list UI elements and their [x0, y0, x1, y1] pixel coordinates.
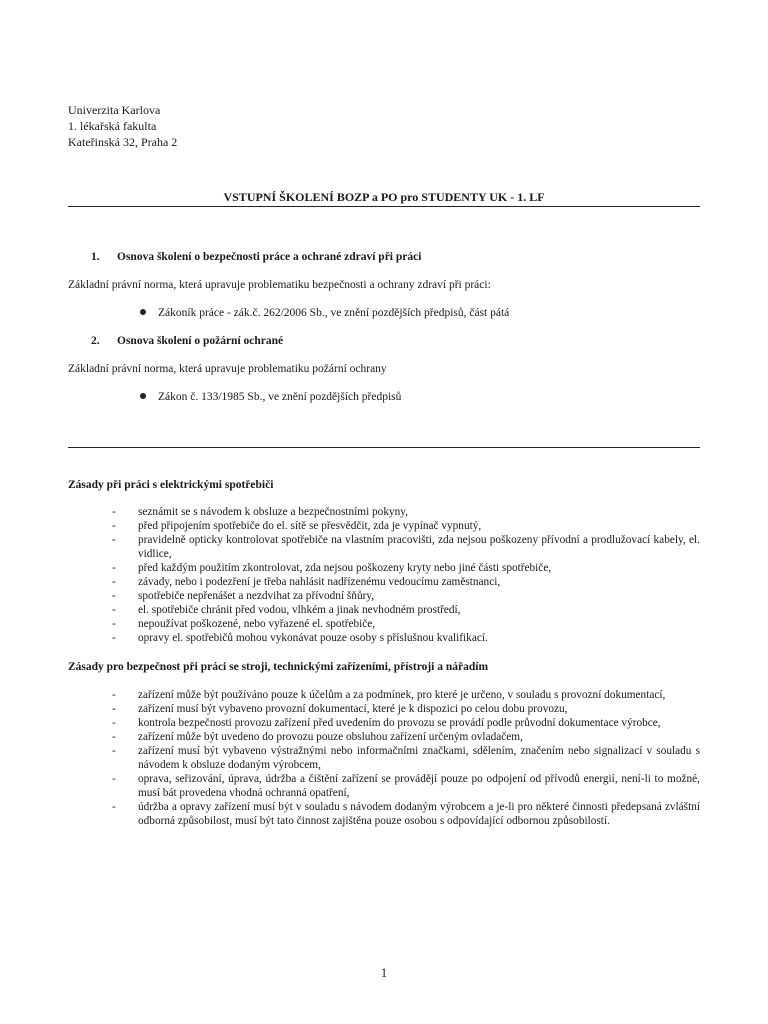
- address-block: [68, 102, 177, 150]
- list-item-text: údržba a opravy zařízení musí být v souladu s návodem dodaným výrobcem a je-li pro některé činnosti předepsaná zvláštní odborná způsobilost, musí být tato činnost zajištěna pouze osobou s odpovídající odbornou způsobilostí.: [138, 801, 700, 827]
- bullet-dot-icon: [140, 309, 146, 315]
- list-item-text: kontrola bezpečnosti provozu zařízení před uvedením do provozu se provádí podle průvodní dokumentace výrobce,: [138, 717, 661, 729]
- list-item-text: závady, nebo i podezření je třeba nahlásit nadřízenému vedoucímu zaměstnanci,: [138, 576, 501, 588]
- list-item-text: před každým použitím zkontrolovat, zda nejsou poškozeny kryty nebo jiné části spotřebiče,: [138, 562, 552, 574]
- section-1-paragraph: Základní právní norma, která upravuje problematiku bezpečnosti a ochrany zdraví při práci:: [68, 279, 491, 291]
- dash-marker: -: [112, 506, 116, 518]
- electrical-rules-list: [112, 505, 700, 645]
- list-item: [112, 575, 700, 589]
- dash-marker: -: [112, 520, 116, 532]
- dash-marker: -: [112, 801, 116, 813]
- list-item-text: oprava, seřizování, úprava, údržba a čištění zařízení se provádějí pouze po odpojení od přívodů energií, není-li to možné, musí bát provedena vhodná ochranná opatření,: [138, 773, 700, 799]
- section-2-title: Osnova školení o požární ochrané: [117, 335, 284, 347]
- dash-marker: -: [112, 590, 116, 602]
- dash-marker: -: [112, 745, 116, 757]
- list-item: [112, 744, 700, 772]
- list-item: [112, 617, 700, 631]
- section-1-title: Osnova školení o bezpečnosti práce a ochrané zdraví při práci: [117, 251, 422, 263]
- list-item-text: el. spotřebiče chránit před vodou, vlhkém a jinak nevhodném prostředí,: [138, 604, 461, 616]
- page-number: 1: [380, 965, 388, 980]
- dash-marker: -: [112, 689, 116, 701]
- list-item: [112, 519, 700, 533]
- dash-marker: -: [112, 562, 116, 574]
- list-item-text: spotřebiče nepřenášet a nezdvihat za přívodní šňůry,: [138, 590, 375, 602]
- machinery-rules-heading: Zásady pro bezpečnost při práci se stroji, technickými zařízeními, přístroji a nářadím: [68, 661, 489, 673]
- section-2-number: 2.: [91, 335, 100, 347]
- dash-marker: -: [112, 534, 116, 546]
- list-item-text: nepoužívat poškozené, nebo vyřazené el. spotřebiče,: [138, 618, 376, 630]
- bullet-dot-icon: [140, 393, 146, 399]
- section-divider: [68, 447, 700, 448]
- dash-marker: -: [112, 717, 116, 729]
- section-2-bullet-text: Zákon č. 133/1985 Sb., ve znění pozdějších předpisů: [158, 391, 402, 403]
- document-title: VSTUPNÍ ŠKOLENÍ BOZP a PO pro STUDENTY UK - 1. LF: [223, 190, 545, 204]
- list-item-text: opravy el. spotřebičů mohou vykonávat pouze osoby s příslušnou kvalifikací.: [138, 632, 488, 644]
- list-item: [112, 772, 700, 800]
- faculty-name: 1. lékařská fakulta: [68, 119, 157, 133]
- list-item-text: seznámit se s návodem k obsluze a bezpečnostními pokyny,: [138, 506, 409, 518]
- section-1-heading: [91, 250, 421, 264]
- dash-marker: -: [112, 773, 116, 785]
- list-item: [112, 505, 700, 519]
- electrical-rules-heading: Zásady při práci s elektrickými spotřebiči: [68, 479, 274, 491]
- dash-marker: -: [112, 703, 116, 715]
- list-item: [112, 533, 700, 561]
- dash-marker: -: [112, 632, 116, 644]
- list-item: [112, 561, 700, 575]
- list-item-text: zařízení musí být vybaveno provozní dokumentací, které je k dispozici po celou dobu provozu,: [138, 703, 568, 715]
- section-1-number: 1.: [91, 251, 100, 263]
- dash-marker: -: [112, 731, 116, 743]
- list-item-text: zařízení může být uvedeno do provozu pouze obsluhou zařízení určeným ovladačem,: [138, 731, 523, 743]
- list-item-text: před připojením spotřebiče do el. sítě se přesvědčit, zda je vypínač vypnutý,: [138, 520, 482, 532]
- list-item-text: zařízení musí být vybaveno výstražnými nebo informačními značkami, sdělením, značením nebo signalizací v souladu s návodem k obsluze dodaným výrobcem,: [138, 745, 700, 771]
- dash-marker: -: [112, 576, 116, 588]
- list-item: [112, 702, 700, 716]
- list-item-text: pravidelně opticky kontrolovat spotřebiče na vlastním pracovišti, zda nejsou poškozeny přívodní a prodlužovací kabely, el. vidlice,: [138, 534, 700, 560]
- section-2-paragraph: Základní právní norma, která upravuje problematiku požární ochrany: [68, 363, 387, 375]
- list-item: [112, 589, 700, 603]
- section-1-bullet: [140, 306, 509, 320]
- street-address: Kateřinská 32, Praha 2: [68, 135, 178, 149]
- dash-marker: -: [112, 604, 116, 616]
- section-1-bullet-text: Zákoník práce - zák.č. 262/2006 Sb., ve znění pozdějších předpisů, část pátá: [158, 307, 510, 319]
- section-2-heading: [91, 334, 283, 348]
- title-divider: [68, 206, 700, 207]
- list-item: [112, 631, 700, 645]
- dash-marker: -: [112, 618, 116, 630]
- list-item: [112, 730, 700, 744]
- list-item: [112, 603, 700, 617]
- list-item: [112, 688, 700, 702]
- list-item: [112, 716, 700, 730]
- list-item: [112, 800, 700, 828]
- university-name: Univerzita Karlova: [68, 103, 161, 117]
- machinery-rules-list: [112, 688, 700, 828]
- section-2-bullet: [140, 390, 401, 404]
- list-item-text: zařízení může být používáno pouze k účelům a za podmínek, pro které je určeno, v souladu s provozní dokumentací,: [138, 689, 666, 701]
